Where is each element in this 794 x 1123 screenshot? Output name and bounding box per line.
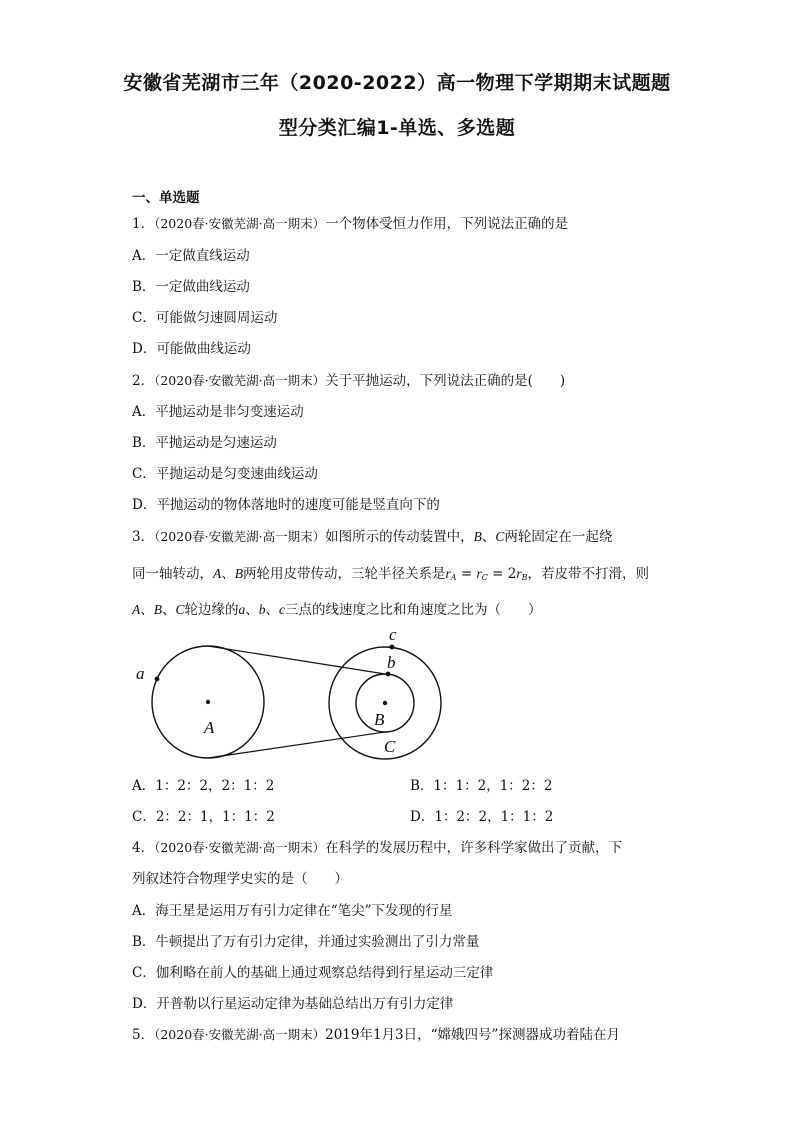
question-3-line1 xyxy=(132,525,612,545)
q2-number: 2． xyxy=(132,373,155,389)
q3-option-b: B．1：1：2，1：2：2 xyxy=(410,778,553,794)
label-b: b xyxy=(387,653,396,672)
q3-line2-b: 两轮用皮带传动，三轮半径关系是 xyxy=(243,566,446,582)
q3-l3-text-c: 三点的线速度之比和角速度之比为（ ） xyxy=(285,602,542,618)
doc-title-line1: 安徽省芜湖市三年（2020-2022）高一物理下学期期末试题题 xyxy=(123,72,671,94)
q2-stem: 关于平抛运动，下列说法正确的是( ) xyxy=(325,373,566,389)
question-3-line3 xyxy=(132,598,542,618)
wheel-A-center xyxy=(206,700,210,704)
q3-stem-a: 如图所示的传动装置中， xyxy=(325,529,474,545)
q3-option-a: A．1：2：2，2：1：2 xyxy=(132,778,275,794)
q3-source: （2020春·安徽芜湖·高一期末） xyxy=(154,529,326,544)
q4-number: 4． xyxy=(132,840,155,856)
q3-l3-c: c xyxy=(279,602,286,617)
label-B: B xyxy=(374,710,385,729)
label-c: c xyxy=(389,625,397,644)
q3-l3-sep1: 、 xyxy=(140,602,154,618)
q5-stem: 2019年1月3日，“嫦娥四号”探测器成功着陆在月 xyxy=(325,1027,620,1043)
q3-option-d: D．1：2：2，1：1：2 xyxy=(410,809,554,825)
q2-option-c: C．平抛运动是匀变速曲线运动 xyxy=(132,466,318,482)
q3-l3-B: B xyxy=(153,602,162,617)
q1-source: （2020春·安徽芜湖·高一期末） xyxy=(154,216,326,231)
q3-l3-text-b: 轮边缘的 xyxy=(184,602,239,618)
q1-option-a: A．一定做直线运动 xyxy=(132,248,250,264)
question-1 xyxy=(132,212,568,232)
q3-l3-a: a xyxy=(238,602,246,617)
label-a: a xyxy=(136,664,145,683)
q3-option-c: C．2：2：1，1：1：2 xyxy=(132,809,275,825)
q5-number: 5． xyxy=(132,1027,155,1043)
q3-sep2: 、 xyxy=(221,566,235,582)
q3-line2-a: 同一轴转动， xyxy=(132,566,213,582)
q1-stem: 一个物体受恒力作用，下列说法正确的是 xyxy=(325,216,569,232)
q3-l3-sep3: 、 xyxy=(245,602,259,618)
eq-r1: r xyxy=(445,566,451,581)
eq-r2: r xyxy=(476,566,482,581)
doc-title-line2: 型分类汇编1-单选、多选题 xyxy=(278,117,516,139)
q3-var-B2: B xyxy=(234,566,243,581)
point-c-dot xyxy=(390,645,395,650)
q4-option-b: B．牛顿提出了万有引力定律，并通过实验测出了引力常量 xyxy=(132,934,480,950)
q2-source: （2020春·安徽芜湖·高一期末） xyxy=(154,373,326,388)
q4-option-d: D．开普勒以行星运动定律为基础总结出万有引力定律 xyxy=(132,996,454,1012)
q5-source: （2020春·安徽芜湖·高一期末） xyxy=(154,1027,326,1042)
q1-option-c: C．可能做匀速圆周运动 xyxy=(132,310,278,326)
question-3-line2 xyxy=(132,562,649,582)
q3-stem-b: 两轮固定在一起绕 xyxy=(504,529,613,545)
eq-subB: B xyxy=(521,573,528,582)
q3-l3-sep4: 、 xyxy=(265,602,280,618)
section-heading: 一、单选题 xyxy=(132,190,200,206)
q3-l3-sep2: 、 xyxy=(162,602,176,618)
q3-var-B: B xyxy=(473,529,482,544)
q3-line2-c: ，若皮带不打滑，则 xyxy=(527,566,649,582)
point-a-dot xyxy=(155,677,160,682)
belt-drive-figure xyxy=(130,620,460,765)
eq-subA: A xyxy=(450,573,457,582)
q1-number: 1． xyxy=(132,216,155,232)
q3-l3-b: b xyxy=(258,602,266,617)
radius-equation xyxy=(446,566,528,582)
eq-equals: = xyxy=(456,566,477,582)
q3-sep: 、 xyxy=(481,529,496,545)
eq-subC: C xyxy=(481,573,488,582)
q2-option-a: A．平抛运动是非匀变速运动 xyxy=(132,404,304,420)
q1-option-b: B．一定做曲线运动 xyxy=(132,279,250,295)
q3-var-C: C xyxy=(495,529,505,544)
point-b-dot xyxy=(386,672,391,677)
q2-option-b: B．平抛运动是匀速运动 xyxy=(132,435,277,451)
belt-bottom xyxy=(208,732,385,758)
label-C: C xyxy=(384,737,396,756)
wheel-BC-center xyxy=(383,701,387,705)
eq-equals2: = 2 xyxy=(487,566,517,582)
q3-l3-C: C xyxy=(175,602,185,617)
q4-option-c: C．伽利略在前人的基础上通过观察总结得到行星运动三定律 xyxy=(132,965,494,981)
q3-var-A: A xyxy=(213,566,222,581)
q4-stem: 在科学的发展历程中，许多科学家做出了贡献，下 xyxy=(325,840,623,856)
eq-r3: r xyxy=(516,566,522,581)
question-4-line1 xyxy=(132,836,622,856)
question-2 xyxy=(132,369,565,389)
q1-option-d: D．可能做曲线运动 xyxy=(132,341,251,357)
question-4-line2: 列叙述符合物理学史实的是（ ） xyxy=(132,871,348,887)
label-A: A xyxy=(204,718,215,737)
belt-top xyxy=(208,646,385,674)
q3-l3-A: A xyxy=(132,602,141,617)
q3-number: 3． xyxy=(132,529,155,545)
question-5 xyxy=(132,1023,620,1043)
q2-option-d: D．平抛运动的物体落地时的速度可能是竖直向下的 xyxy=(132,497,440,513)
q4-option-a: A．海王星是运用万有引力定律在“笔尖”下发现的行星 xyxy=(132,903,453,919)
q4-source: （2020春·安徽芜湖·高一期末） xyxy=(154,840,326,855)
